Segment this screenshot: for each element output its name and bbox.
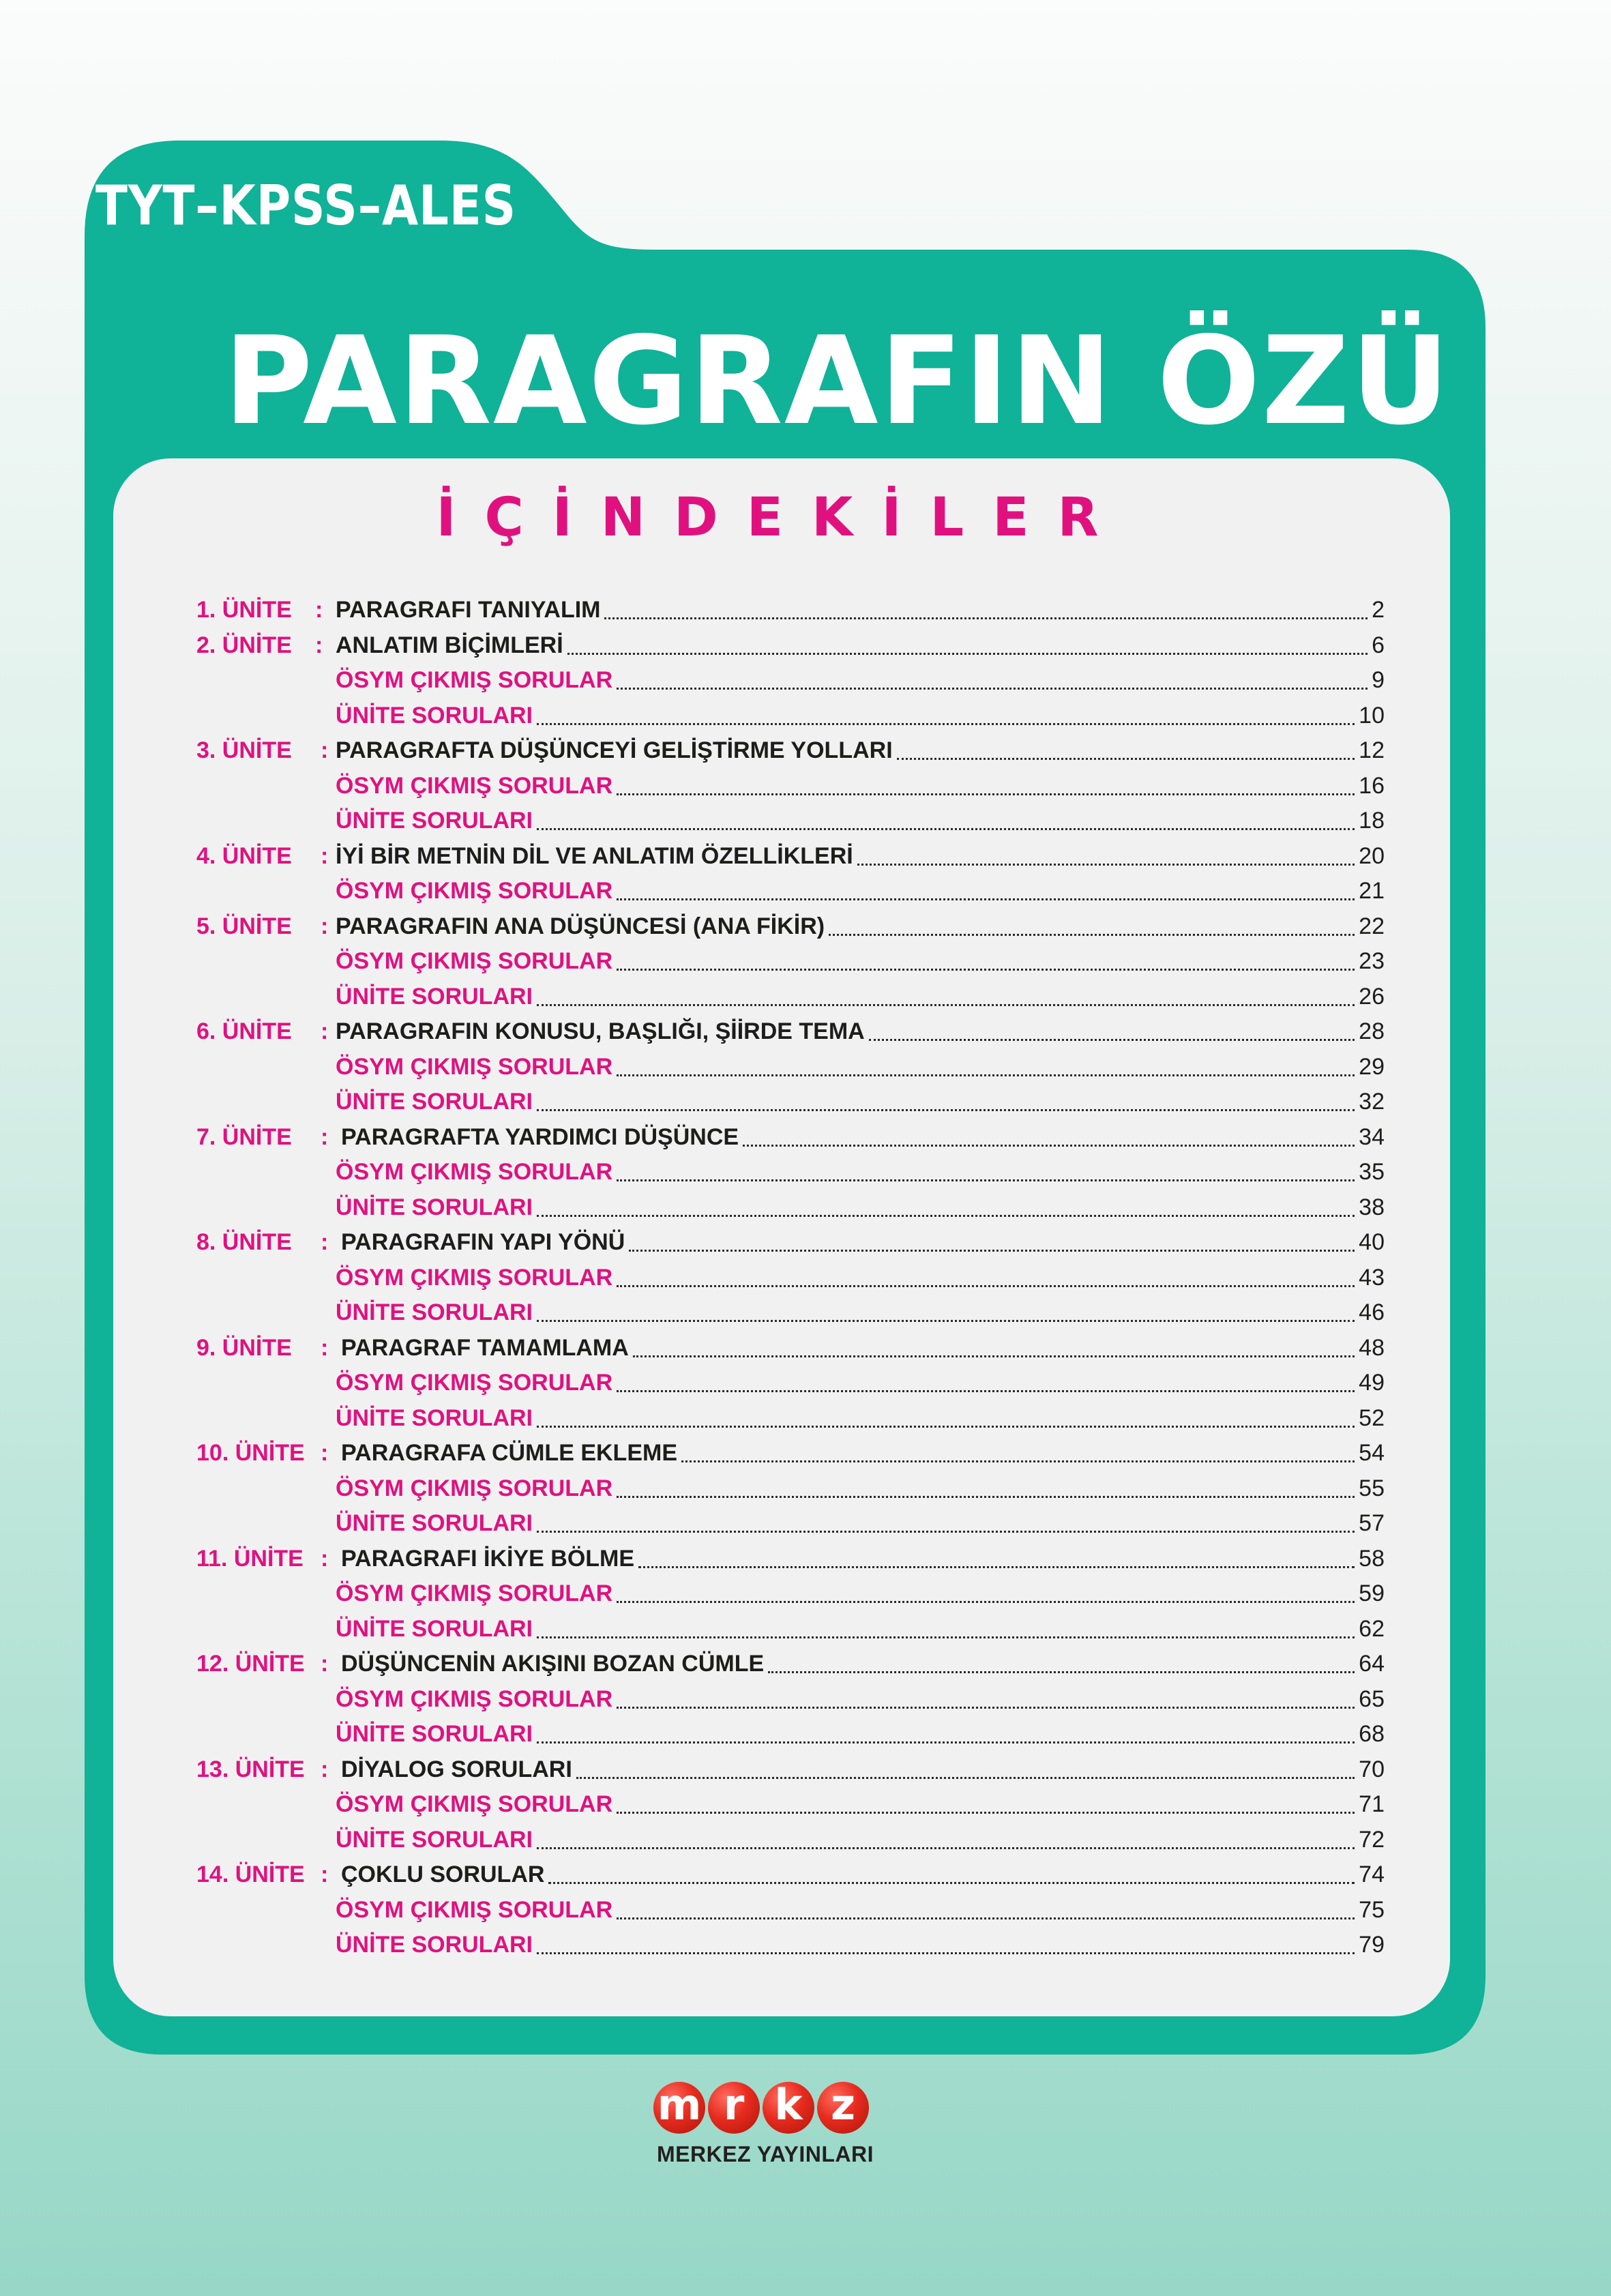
- toc-page-number: 49: [1359, 1370, 1385, 1396]
- toc-subentry: [113, 1365, 1450, 1400]
- toc-entry-label: ÖSYM ÇIKMIŞ SORULAR: [336, 1475, 613, 1501]
- toc-entry-label: PARAGRAFI İKİYE BÖLME: [341, 1545, 635, 1572]
- toc-entry-line: [336, 943, 1385, 979]
- toc-entry-line: [336, 1505, 1385, 1541]
- toc-entry: [113, 1014, 1450, 1049]
- toc-entry-line: [336, 1471, 1385, 1506]
- dot-leader: [617, 1262, 1355, 1287]
- toc-entry-label: ÜNİTE SORULARI: [336, 1932, 533, 1958]
- toc-unit-number: 14. ÜNİTE: [196, 1861, 305, 1887]
- toc-page-number: 34: [1359, 1123, 1385, 1150]
- dot-leader: [537, 1297, 1355, 1322]
- toc-subentry: [113, 873, 1450, 909]
- toc-colon: :: [315, 632, 323, 658]
- toc-entry: [113, 1119, 1450, 1155]
- toc-page-number: 32: [1359, 1089, 1385, 1115]
- toc-entry-line: [336, 1681, 1385, 1717]
- dot-leader: [617, 1578, 1355, 1603]
- toc-subentry: [113, 1505, 1450, 1541]
- toc-entry-line: [336, 1190, 1385, 1225]
- dot-leader: [829, 911, 1355, 936]
- toc-entry-label: ÇOKLU SORULAR: [341, 1861, 545, 1887]
- toc-entry-label: ÜNİTE SORULARI: [336, 702, 533, 728]
- toc-unit-number: 1. ÜNİTE: [196, 597, 292, 623]
- toc-entry-line: [336, 803, 1385, 838]
- toc-entry-label: ÖSYM ÇIKMIŞ SORULAR: [336, 1791, 613, 1817]
- dot-leader: [617, 1051, 1355, 1076]
- toc-colon: :: [321, 1440, 329, 1466]
- toc-unit-number: 11. ÜNİTE: [196, 1545, 304, 1572]
- toc-entry-line: [336, 1892, 1385, 1928]
- toc-unit-number: 3. ÜNİTE: [196, 737, 292, 763]
- dot-leader: [537, 700, 1355, 725]
- toc-subentry: [113, 1611, 1450, 1647]
- toc-entry-line: [336, 698, 1385, 733]
- dot-leader: [857, 840, 1355, 866]
- toc-subentry: [113, 1154, 1450, 1190]
- dot-leader: [537, 1929, 1355, 1954]
- toc-entry-line: [336, 1927, 1385, 1962]
- toc-colon: :: [321, 1756, 329, 1782]
- toc-entry-label: ÜNİTE SORULARI: [336, 1721, 533, 1747]
- toc-entry-label: ÜNİTE SORULARI: [336, 1299, 533, 1325]
- dot-leader: [617, 770, 1355, 795]
- toc-entry-line: [341, 1224, 1385, 1260]
- toc-colon: :: [321, 1229, 329, 1255]
- toc-entry-label: PARAGRAFI TANIYALIM: [336, 597, 601, 623]
- dot-leader: [537, 1824, 1355, 1849]
- toc-entry-label: DÜŞÜNCENİN AKIŞINI BOZAN CÜMLE: [341, 1651, 765, 1677]
- book-title: PARAGRAFIN ÖZÜ: [224, 310, 1451, 452]
- dot-leader: [638, 1543, 1355, 1568]
- dot-leader: [743, 1121, 1355, 1147]
- toc-unit-number: 2. ÜNİTE: [196, 632, 292, 658]
- dot-leader: [768, 1648, 1355, 1673]
- dot-leader: [681, 1437, 1355, 1462]
- toc-entry-label: ÖSYM ÇIKMIŞ SORULAR: [336, 878, 613, 904]
- toc-page-number: 12: [1359, 737, 1385, 763]
- toc-entry-line: [336, 1400, 1385, 1436]
- toc-page-number: 38: [1359, 1194, 1385, 1220]
- toc-colon: :: [321, 913, 329, 939]
- toc-entry-label: ÖSYM ÇIKMIŞ SORULAR: [336, 1686, 613, 1712]
- toc-entry-label: ANLATIM BİÇİMLERİ: [336, 632, 563, 658]
- toc-entry-label: DİYALOG SORULARI: [341, 1756, 572, 1782]
- toc-page-number: 62: [1359, 1615, 1385, 1642]
- toc-entry: [113, 628, 1450, 663]
- toc-page-number: 9: [1372, 667, 1385, 693]
- toc-subentry: [113, 1400, 1450, 1436]
- toc-subentry: [113, 1471, 1450, 1506]
- toc-unit-number: 5. ÜNİTE: [196, 913, 292, 939]
- publisher-logo: [649, 2082, 881, 2170]
- toc-entry-line: [341, 1857, 1385, 1892]
- toc-unit-number: 9. ÜNİTE: [196, 1334, 292, 1361]
- toc-entry-line: [336, 662, 1385, 698]
- contents-panel: [113, 458, 1450, 2016]
- dot-leader: [604, 594, 1368, 619]
- logo-mark: [653, 2082, 869, 2134]
- toc-page-number: 6: [1372, 632, 1385, 658]
- toc-entry-line: [341, 1435, 1385, 1471]
- toc-entry: [113, 909, 1450, 944]
- toc-entry: [113, 1541, 1450, 1576]
- toc-entry-line: [336, 1014, 1385, 1049]
- toc-entry-label: ÜNİTE SORULARI: [336, 1615, 533, 1642]
- toc-page-number: 54: [1359, 1440, 1385, 1466]
- toc-entry-line: [336, 1295, 1385, 1330]
- toc-entry-line: [336, 979, 1385, 1014]
- toc-entry-label: ÜNİTE SORULARI: [336, 1826, 533, 1853]
- toc-unit-number: 13. ÜNİTE: [196, 1756, 305, 1782]
- toc-page-number: 75: [1359, 1896, 1385, 1923]
- toc-unit-number: 6. ÜNİTE: [196, 1018, 292, 1044]
- dot-leader: [617, 1683, 1355, 1709]
- toc-page-number: 23: [1359, 948, 1385, 974]
- toc-entry-label: ÜNİTE SORULARI: [336, 1510, 533, 1536]
- toc-entry: [113, 592, 1450, 628]
- toc-page-number: 74: [1359, 1861, 1385, 1887]
- toc-entry-label: PARAGRAFTA YARDIMCI DÜŞÜNCE: [341, 1123, 739, 1150]
- toc-colon: :: [321, 737, 329, 763]
- toc-colon: :: [321, 1334, 329, 1361]
- toc-entry-line: [336, 1154, 1385, 1190]
- toc-page-number: 16: [1359, 772, 1385, 799]
- toc-subentry: [113, 1190, 1450, 1225]
- dot-leader: [633, 1332, 1355, 1357]
- toc-entry-label: ÖSYM ÇIKMIŞ SORULAR: [336, 667, 613, 693]
- toc-subentry: [113, 1892, 1450, 1928]
- toc-page-number: 35: [1359, 1159, 1385, 1185]
- toc-entry-label: ÜNİTE SORULARI: [336, 1404, 533, 1431]
- toc-entry-label: ÖSYM ÇIKMIŞ SORULAR: [336, 1580, 613, 1606]
- toc-entry-label: ÖSYM ÇIKMIŞ SORULAR: [336, 1370, 613, 1396]
- toc-subentry: [113, 1822, 1450, 1857]
- contents-heading: İÇİNDEKİLER: [436, 487, 1127, 548]
- toc-entry-label: ÖSYM ÇIKMIŞ SORULAR: [336, 1264, 613, 1291]
- dot-leader: [617, 1789, 1355, 1814]
- toc-page-number: 57: [1359, 1510, 1385, 1536]
- toc-entry: [113, 1224, 1450, 1260]
- toc-page-number: 72: [1359, 1826, 1385, 1853]
- toc-entry-label: ÜNİTE SORULARI: [336, 808, 533, 834]
- toc-colon: :: [321, 1018, 329, 1044]
- toc-entry-label: ÖSYM ÇIKMIŞ SORULAR: [336, 948, 613, 974]
- logo-letter-ball: r: [708, 2082, 760, 2134]
- toc-subentry: [113, 943, 1450, 979]
- toc-page-number: 46: [1359, 1299, 1385, 1325]
- toc-entry: [113, 1330, 1450, 1366]
- toc-page-number: 2: [1372, 597, 1385, 623]
- toc-entry-label: İYİ BİR METNİN DİL VE ANLATIM ÖZELLİKLERİ: [336, 842, 853, 869]
- toc-page-number: 29: [1359, 1053, 1385, 1080]
- toc-entry-line: [336, 1786, 1385, 1822]
- toc-entry-label: PARAGRAF TAMAMLAMA: [341, 1334, 629, 1361]
- toc-page-number: 55: [1359, 1475, 1385, 1501]
- dot-leader: [537, 1507, 1355, 1533]
- toc-subentry: [113, 662, 1450, 698]
- toc-entry-line: [336, 1716, 1385, 1752]
- dot-leader: [617, 664, 1368, 690]
- toc-page-number: 52: [1359, 1404, 1385, 1431]
- dot-leader: [897, 735, 1355, 760]
- toc-entry-line: [341, 1646, 1385, 1681]
- toc-page-number: 21: [1359, 878, 1385, 904]
- toc-entry-label: PARAGRAFIN KONUSU, BAŞLIĞI, ŞİİRDE TEMA: [336, 1018, 865, 1044]
- toc-page-number: 58: [1359, 1545, 1385, 1572]
- toc-entry: [113, 1857, 1450, 1892]
- toc-unit-number: 8. ÜNİTE: [196, 1229, 292, 1255]
- contents-list: [113, 458, 1450, 2016]
- dot-leader: [869, 1016, 1355, 1041]
- toc-subentry: [113, 1786, 1450, 1822]
- toc-entry-label: PARAGRAFIN YAPI YÖNÜ: [341, 1229, 625, 1255]
- toc-colon: :: [321, 1545, 329, 1572]
- toc-entry-line: [336, 1260, 1385, 1295]
- toc-entry-line: [336, 838, 1385, 874]
- toc-entry-line: [336, 1365, 1385, 1400]
- toc-page-number: 68: [1359, 1721, 1385, 1747]
- toc-unit-number: 7. ÜNİTE: [196, 1123, 292, 1150]
- toc-entry-line: [341, 1330, 1385, 1366]
- dot-leader: [537, 1402, 1355, 1428]
- logo-letter-ball: k: [763, 2082, 814, 2134]
- toc-entry-line: [336, 733, 1385, 768]
- dot-leader: [537, 1086, 1355, 1111]
- toc-colon: :: [321, 1123, 329, 1150]
- dot-leader: [576, 1754, 1355, 1779]
- dot-leader: [629, 1226, 1355, 1252]
- toc-page-number: 70: [1359, 1756, 1385, 1782]
- toc-entry-label: PARAGRAFA CÜMLE EKLEME: [341, 1440, 677, 1466]
- toc-page-number: 10: [1359, 702, 1385, 728]
- toc-entry-label: ÖSYM ÇIKMIŞ SORULAR: [336, 1053, 613, 1080]
- toc-entry: [113, 1435, 1450, 1471]
- toc-entry-line: [336, 1084, 1385, 1119]
- toc-entry-line: [336, 628, 1385, 663]
- toc-unit-number: 4. ÜNİTE: [196, 842, 292, 869]
- toc-page-number: 43: [1359, 1264, 1385, 1291]
- toc-subentry: [113, 698, 1450, 733]
- toc-entry-label: PARAGRAFIN ANA DÜŞÜNCESİ (ANA FİKİR): [336, 913, 825, 939]
- toc-entry-label: ÖSYM ÇIKMIŞ SORULAR: [336, 1896, 613, 1923]
- toc-entry-line: [336, 592, 1385, 628]
- toc-subentry: [113, 1295, 1450, 1330]
- publisher-name: MERKEZ YAYINLARI: [657, 2142, 874, 2166]
- toc-subentry: [113, 1260, 1450, 1295]
- toc-entry-line: [341, 1752, 1385, 1787]
- toc-colon: :: [321, 1651, 329, 1677]
- toc-subentry: [113, 1716, 1450, 1752]
- toc-entry-line: [336, 1576, 1385, 1611]
- toc-subentry: [113, 979, 1450, 1014]
- toc-colon: :: [315, 597, 323, 623]
- series-label: TYT–KPSS–ALES: [95, 174, 517, 237]
- toc-entry-line: [336, 1611, 1385, 1647]
- dot-leader: [537, 1718, 1355, 1743]
- toc-subentry: [113, 1084, 1450, 1119]
- toc-entry-line: [336, 873, 1385, 909]
- toc-entry: [113, 1752, 1450, 1787]
- toc-page-number: 26: [1359, 983, 1385, 1010]
- toc-entry-label: ÖSYM ÇIKMIŞ SORULAR: [336, 772, 613, 799]
- toc-entry-line: [336, 909, 1385, 944]
- dot-leader: [617, 945, 1355, 971]
- toc-colon: :: [321, 842, 329, 869]
- dot-leader: [617, 1367, 1355, 1392]
- toc-page-number: 64: [1359, 1651, 1385, 1677]
- dot-leader: [617, 1894, 1355, 1919]
- toc-page-number: 65: [1359, 1686, 1385, 1712]
- toc-entry-line: [336, 1822, 1385, 1857]
- toc-page-number: 20: [1359, 842, 1385, 869]
- toc-subentry: [113, 1576, 1450, 1611]
- dot-leader: [537, 1613, 1355, 1638]
- toc-entry-line: [336, 768, 1385, 804]
- dot-leader: [617, 1473, 1355, 1498]
- toc-page-number: 18: [1359, 808, 1385, 834]
- toc-page-number: 22: [1359, 913, 1385, 939]
- dot-leader: [537, 981, 1355, 1006]
- toc-entry-label: ÜNİTE SORULARI: [336, 983, 533, 1010]
- logo-letter-ball: m: [653, 2082, 705, 2134]
- toc-page-number: 40: [1359, 1229, 1385, 1255]
- toc-page-number: 79: [1359, 1932, 1385, 1958]
- dot-leader: [617, 1156, 1355, 1181]
- dot-leader: [548, 1859, 1355, 1884]
- toc-subentry: [113, 1049, 1450, 1085]
- toc-page-number: 28: [1359, 1018, 1385, 1044]
- dot-leader: [537, 1192, 1355, 1217]
- dot-leader: [567, 630, 1368, 655]
- toc-entry-label: ÜNİTE SORULARI: [336, 1194, 533, 1220]
- toc-entry-label: PARAGRAFTA DÜŞÜNCEYİ GELİŞTİRME YOLLARI: [336, 737, 893, 763]
- toc-entry: [113, 1646, 1450, 1681]
- toc-entry-line: [341, 1541, 1385, 1576]
- toc-subentry: [113, 1927, 1450, 1962]
- logo-letter-ball: z: [817, 2082, 869, 2134]
- dot-leader: [537, 805, 1355, 830]
- toc-entry-label: ÜNİTE SORULARI: [336, 1089, 533, 1115]
- toc-entry-label: ÖSYM ÇIKMIŞ SORULAR: [336, 1159, 613, 1185]
- toc-unit-number: 12. ÜNİTE: [196, 1651, 305, 1677]
- toc-entry: [113, 733, 1450, 768]
- toc-colon: :: [321, 1861, 329, 1887]
- toc-unit-number: 10. ÜNİTE: [196, 1440, 305, 1466]
- toc-subentry: [113, 803, 1450, 838]
- toc-page-number: 48: [1359, 1334, 1385, 1361]
- toc-entry-line: [341, 1119, 1385, 1155]
- toc-page-number: 71: [1359, 1791, 1385, 1817]
- toc-page-number: 59: [1359, 1580, 1385, 1606]
- toc-entry-line: [336, 1049, 1385, 1085]
- dot-leader: [617, 875, 1355, 900]
- toc-subentry: [113, 768, 1450, 804]
- toc-entry: [113, 838, 1450, 874]
- toc-subentry: [113, 1681, 1450, 1717]
